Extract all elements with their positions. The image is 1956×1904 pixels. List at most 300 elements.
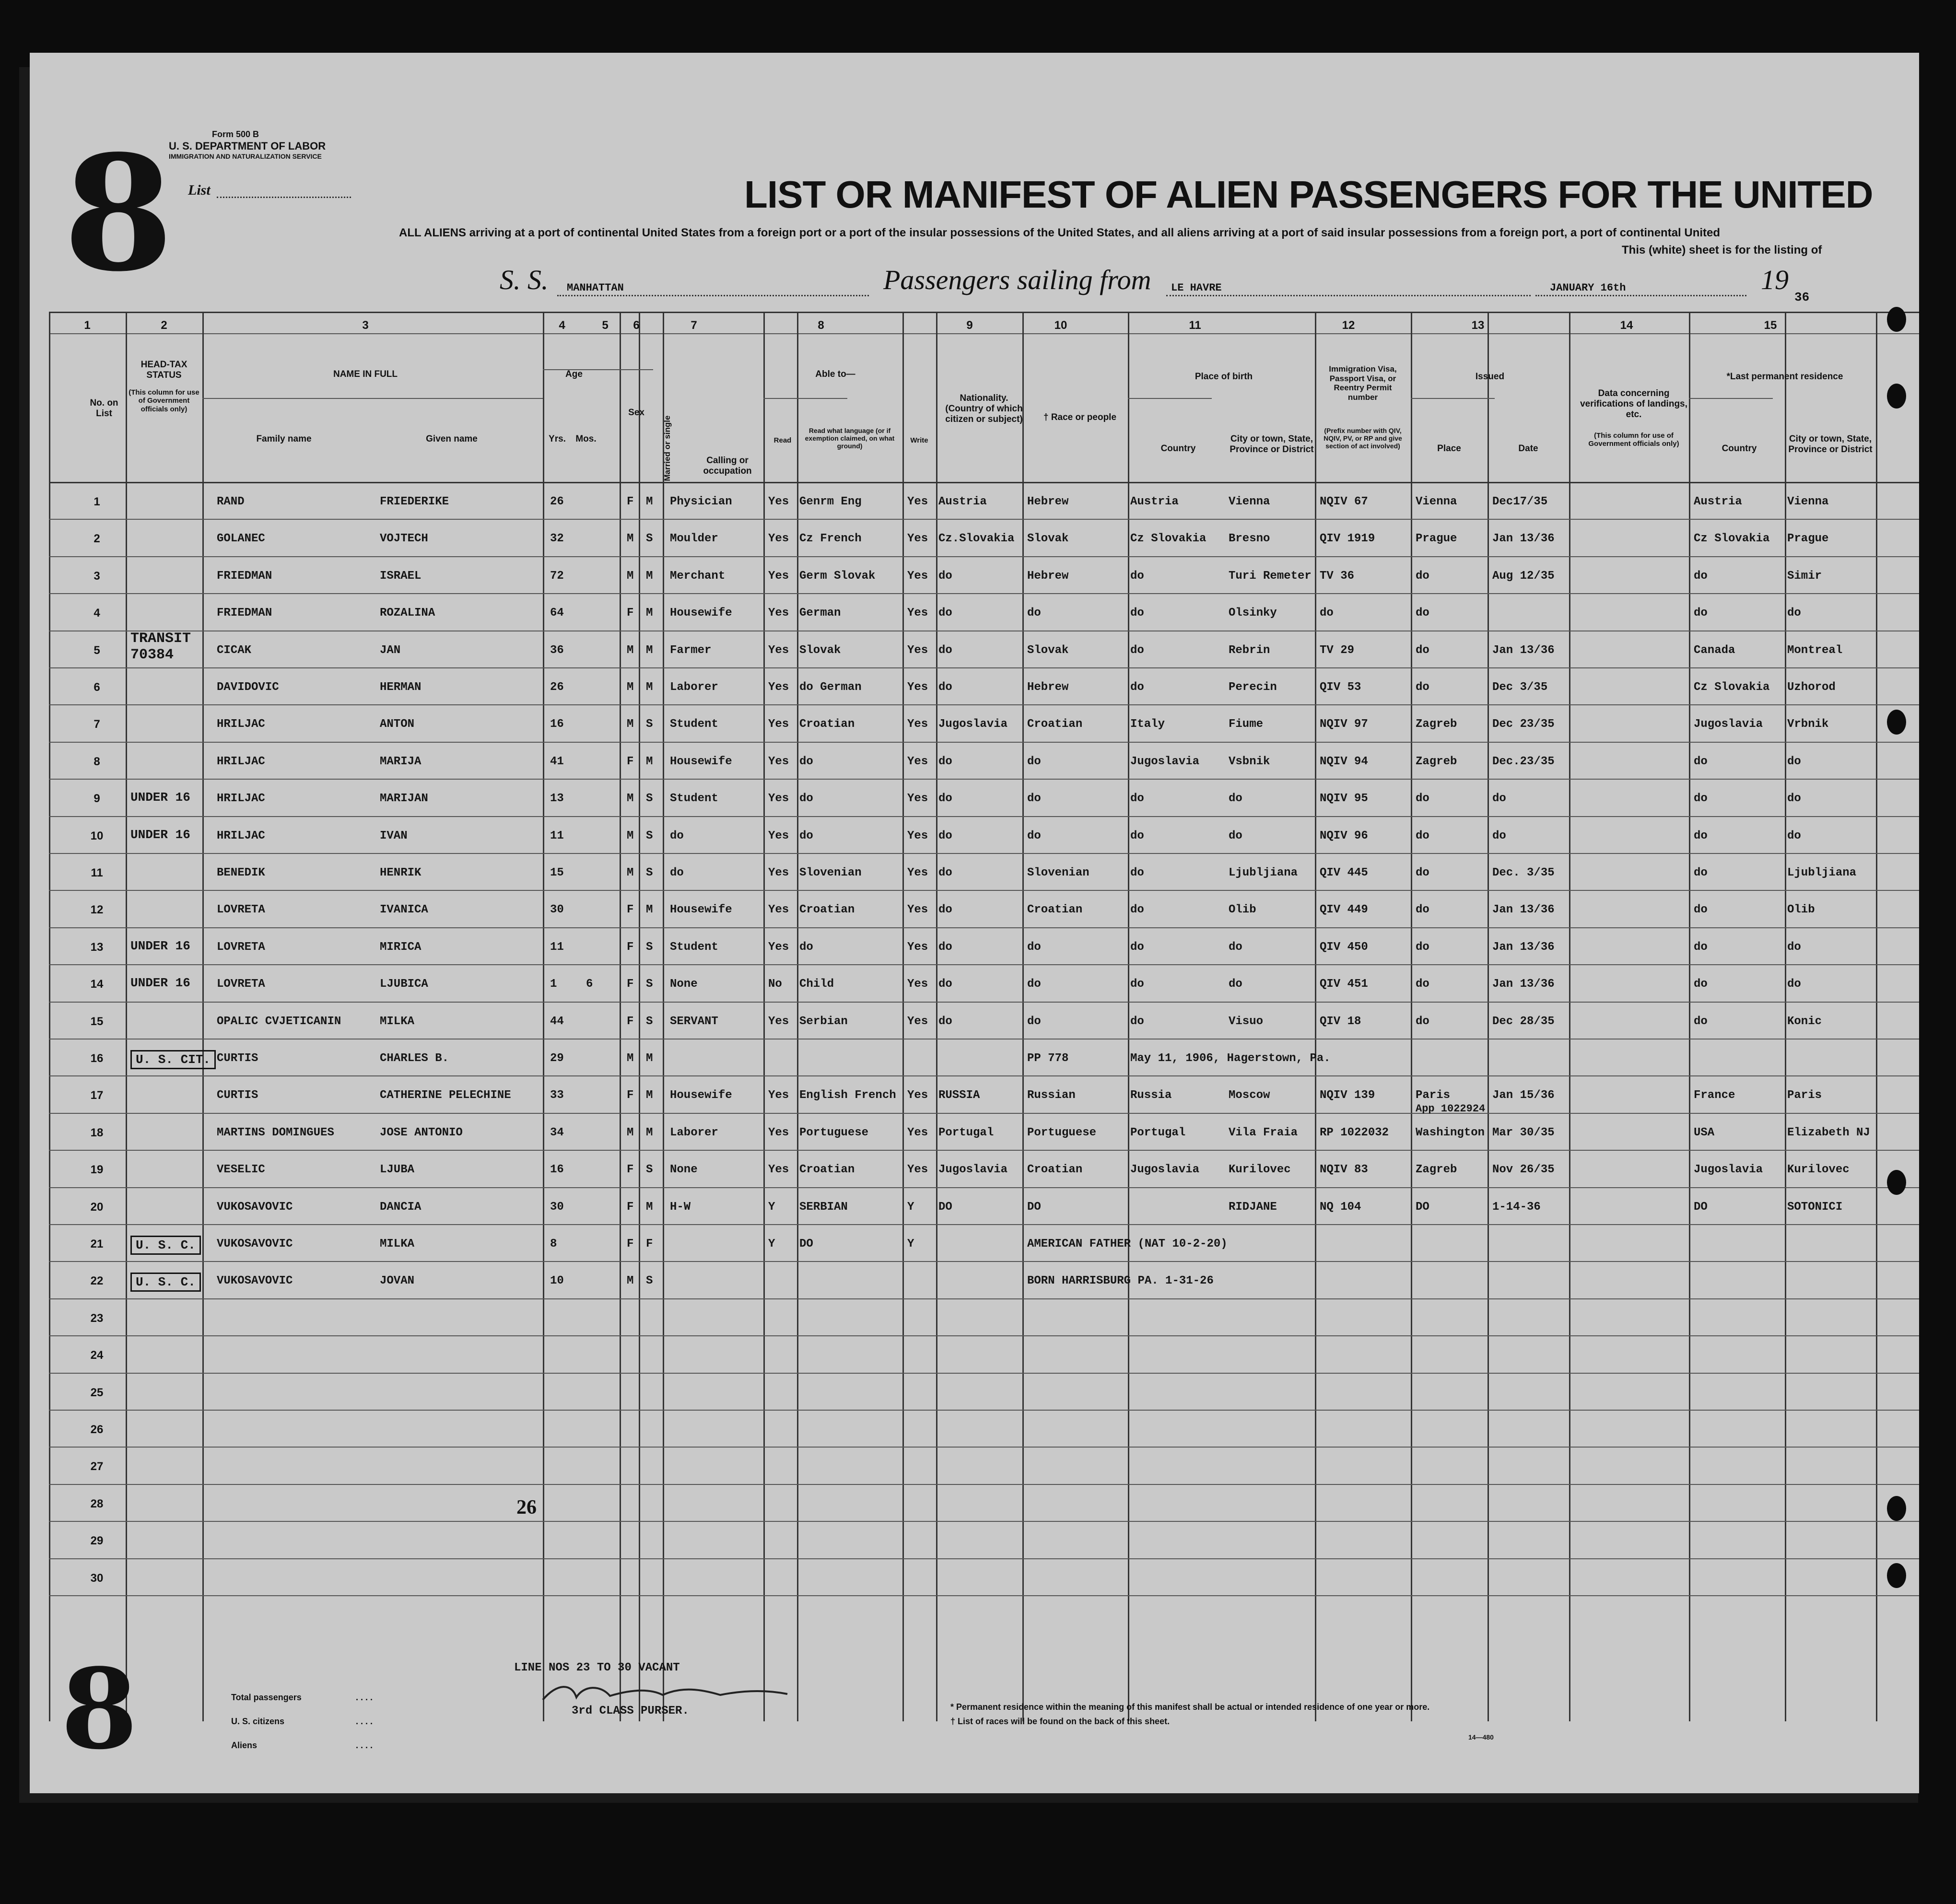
head-tax-status: U. S. CIT. [130,1050,216,1069]
cell-rcity: do [1787,792,1801,806]
cell-yrs: 8 [550,1238,557,1250]
cell-yrs: 11 [550,829,564,842]
cell-bcity: Bresno [1229,532,1270,546]
cell-bcountry: do [1130,978,1144,991]
row-divider [49,704,1919,705]
cell-bcity: do [1229,829,1242,842]
ship-line [557,295,869,296]
cell-bcity: Perecin [1229,681,1277,694]
row-number: 21 [90,1238,104,1250]
cell-write: Yes [907,1089,928,1102]
row-divider [49,1484,1919,1485]
cell-write: Yes [907,569,928,583]
hdr-age: Age [565,369,583,379]
cell-race: Hebrew [1027,681,1069,694]
us-dots: . . . . [356,1717,373,1726]
cell-write: Yes [907,792,928,806]
cell-rcountry: DO [1694,1200,1708,1214]
cell-race: Croatian [1027,903,1083,917]
cell-iplace: do [1416,1015,1429,1028]
cell-yrs: 1 [550,978,557,991]
cell-rcountry: do [1694,866,1708,879]
vacant-note: LINE NOS 23 TO 30 VACANT [514,1661,680,1674]
cell-bcountry: Italy [1130,718,1165,731]
cell-occ: H-W [670,1200,691,1214]
cell-given: VOJTECH [380,532,428,546]
cell-rcountry: do [1694,829,1708,842]
row-divider [49,742,1919,743]
cell-sex: M [627,681,634,694]
cell-rcity: SOTONICI [1787,1200,1843,1214]
cell-lang: do German [799,681,862,694]
cell-sex: M [627,1126,634,1139]
cell-bcity: Moscow [1229,1089,1270,1102]
hdr-sex: Sex [628,408,644,418]
cell-iplace: Washington [1416,1126,1485,1139]
ship-name: MANHATTAN [567,282,624,294]
hdr-yrs: Yrs. [549,434,566,444]
cell-family: FRIEDMAN [217,569,272,583]
cell-rcity: Elizabeth NJ [1787,1126,1870,1139]
cell-bcity: Fiume [1229,718,1264,731]
cell-race: AMERICAN FATHER (NAT 10-2-20) [1027,1238,1228,1250]
cell-yrs: 16 [550,1163,564,1177]
table-top-line [49,312,1919,313]
cell-rcountry: do [1694,792,1708,806]
cell-ms: M [646,495,653,508]
cell-idate: Dec. 3/35 [1492,866,1555,879]
col-num-4: 4 [559,319,565,332]
cell-nat: do [938,940,952,954]
cell-sex: M [627,643,634,657]
hdr-mos: Mos. [575,434,597,444]
cell-bcountry: do [1130,866,1144,879]
cell-write: Yes [907,1163,928,1177]
cell-lang: Croatian [799,718,855,731]
cell-read: Yes [768,643,789,657]
cell-nat: RUSSIA [938,1089,980,1102]
cell-nat: Austria [938,495,987,508]
cell-lang: DO [799,1238,813,1250]
cell-yrs: 26 [550,495,564,508]
cell-iplace: Zagreb [1416,718,1457,731]
cell-bcity: do [1229,978,1242,991]
cell-ms: F [646,1238,653,1250]
col-num-10: 10 [1054,319,1067,332]
hdr-head-tax-note: (This column for use of Government officials only) [129,388,199,413]
cell-rcountry: USA [1694,1126,1715,1139]
hdr-res-country: Country [1722,444,1757,454]
row-number: 1 [94,495,100,508]
page-count: 26 [516,1496,537,1519]
form-subtitle-2: This (white) sheet is for the listing of [1622,244,1822,257]
cell-race: Portuguese [1027,1126,1097,1139]
cell-visa: NQIV 67 [1320,495,1368,508]
hdr-write: Write [910,436,928,444]
cell-rcity: Paris [1787,1089,1822,1102]
col-num-13: 13 [1471,319,1485,332]
cell-lang: Slovak [799,643,841,657]
head-tax-status: U. S. C. [130,1273,201,1292]
cell-idate: Dec 23/35 [1492,718,1555,731]
cell-nat: do [938,755,952,768]
binder-hole [1887,1496,1906,1521]
row-number: 4 [94,607,100,620]
cell-ms: M [646,1200,653,1214]
cell-occ: Housewife [670,607,732,620]
cell-lang: Child [799,978,834,991]
cell-sex: M [627,792,634,806]
cell-given: ANTON [380,718,415,731]
cell-rcity: do [1787,607,1801,620]
cell-ms: S [646,792,653,806]
cell-rcountry: do [1694,755,1708,768]
cell-lang: do [799,829,813,842]
row-number: 8 [94,755,100,768]
header-subdivider [1128,398,1212,399]
cell-rcountry: do [1694,607,1708,620]
cell-ms: S [646,829,653,842]
cell-iplace: do [1416,681,1429,694]
cell-iplace: do [1416,643,1429,657]
cell-ms: S [646,978,653,991]
cell-bcity: RIDJANE [1229,1200,1277,1214]
cell-rcountry: Jugoslavia [1694,1163,1763,1177]
row-divider [49,1410,1919,1411]
row-divider [49,667,1919,668]
cell-read: Yes [768,792,789,806]
cell-write: Yes [907,681,928,694]
cell-visa: TV 36 [1320,569,1355,583]
cell-ms: S [646,532,653,546]
cell-ms: M [646,1089,653,1102]
cell-sex: F [627,1200,634,1214]
cell-read: Yes [768,1126,789,1139]
cell-yrs: 10 [550,1274,564,1288]
row-divider [49,890,1919,891]
header-subdivider [1411,398,1495,399]
column-divider [1487,312,1489,1721]
cell-family: HRILJAC [217,755,265,768]
cell-read: Yes [768,569,789,583]
cell-given: MILKA [380,1015,415,1028]
cell-iplace: do [1416,829,1429,842]
form-number: Form 500 B [212,129,259,139]
cell-yrs: 13 [550,792,564,806]
row-number: 5 [94,643,100,657]
head-tax-status: UNDER 16 [130,976,190,991]
cell-iplace: do [1416,978,1429,991]
cell-lang: Croatian [799,1163,855,1177]
cell-race: do [1027,1015,1041,1028]
cell-visa: QIV 451 [1320,978,1368,991]
row-divider [49,519,1919,520]
row-number: 2 [94,532,100,546]
hdr-issued: Issued [1475,372,1505,382]
cell-family: DAVIDOVIC [217,681,279,694]
row-number: 23 [90,1311,104,1325]
cell-family: OPALIC CVJETICANIN [217,1015,341,1028]
cell-idate: Jan 13/36 [1492,978,1555,991]
port-name: LE HAVRE [1171,282,1222,294]
cell-yrs: 36 [550,643,564,657]
row-number: 19 [90,1163,104,1177]
ss-label: S. S. [500,264,549,295]
cell-lang: do [799,940,813,954]
cell-bcountry: May 11, 1906, Hagerstown, Pa. [1130,1052,1331,1065]
cell-write: Yes [907,755,928,768]
col-num-1: 1 [84,319,91,332]
cell-race: Slovenian [1027,866,1089,879]
cell-rcity: Montreal [1787,643,1843,657]
row-number: 26 [90,1423,104,1436]
cell-occ: do [670,866,684,879]
cell-race: do [1027,829,1041,842]
col-num-3: 3 [362,319,369,332]
footnote-1: * Permanent residence within the meaning of this manifest shall be actual or intended residence of one year or more. [950,1702,1430,1712]
purser-signature [538,1681,826,1705]
cell-given: MILKA [380,1238,415,1250]
cell-race: BORN HARRISBURG PA. 1-31-26 [1027,1274,1214,1288]
cell-ms: S [646,718,653,731]
cell-given: DANCIA [380,1200,422,1214]
cell-ms: S [646,1163,653,1177]
row-number: 24 [90,1349,104,1362]
cell-nat: DO [938,1200,952,1214]
cell-read: Yes [768,495,789,508]
header-subdivider [1689,398,1773,399]
cell-iplace: Zagreb [1416,1163,1457,1177]
cell-bcity: Visuo [1229,1015,1264,1028]
cell-visa: NQIV 96 [1320,829,1368,842]
row-number: 10 [90,829,104,842]
cell-read: Yes [768,607,789,620]
row-divider [49,1521,1919,1522]
cell-given: MARIJA [380,755,422,768]
cell-occ: Housewife [670,755,732,768]
department: U. S. DEPARTMENT OF LABOR [169,140,326,152]
column-divider [1876,312,1877,1721]
column-divider [797,312,798,1721]
cell-bcountry: Austria [1130,495,1179,508]
cell-race: DO [1027,1200,1041,1214]
cell-write: Y [907,1238,914,1250]
col-num-8: 8 [818,319,824,332]
cell-given: ROZALINA [380,607,435,620]
cell-occ: None [670,1163,698,1177]
hdr-head-tax: HEAD-TAX STATUS [141,360,187,380]
column-divider [49,312,50,1721]
cell-sex: M [627,532,634,546]
cell-lang: Serbian [799,1015,848,1028]
cell-lang: Germ Slovak [799,569,876,583]
cell-sex: F [627,1163,634,1177]
cell-write: Yes [907,978,928,991]
cell-visa: NQIV 95 [1320,792,1368,806]
cell-lang: Portuguese [799,1126,869,1139]
head-tax-status: UNDER 16 [130,827,190,842]
cell-given: HENRIK [380,866,422,879]
sailing-date: JANUARY 16th [1550,282,1626,294]
row-divider [49,964,1919,965]
cell-idate: Mar 30/35 [1492,1126,1555,1139]
row-number: 15 [90,1015,104,1028]
cell-bcountry: do [1130,1015,1144,1028]
row-divider [49,1373,1919,1374]
sailing-label: Passengers sailing from [883,264,1151,295]
cell-write: Yes [907,532,928,546]
cell-occ: Housewife [670,903,732,917]
cell-write: Yes [907,940,928,954]
cell-family: VUKOSAVOVIC [217,1238,293,1250]
row-divider [49,1335,1919,1336]
cell-write: Yes [907,643,928,657]
cell-ms: M [646,569,653,583]
cell-family: VUKOSAVOVIC [217,1274,293,1288]
cell-idate: Jan 13/36 [1492,532,1555,546]
cell-given: CHARLES B. [380,1052,449,1065]
form-code: 14—480 [1468,1733,1494,1741]
cell-read: Yes [768,940,789,954]
signature-drawing [538,1681,826,1705]
cell-yrs: 32 [550,532,564,546]
cell-write: Yes [907,1015,928,1028]
cell-ms: M [646,903,653,917]
cell-sex: M [627,718,634,731]
date-line [1535,295,1746,296]
cell-sex: F [627,903,634,917]
cell-lang: do [799,755,813,768]
cell-iplace: Vienna [1416,495,1457,508]
cell-family: RAND [217,495,245,508]
cell-ms: M [646,681,653,694]
cell-bcountry: do [1130,643,1144,657]
cell-occ: Student [670,718,718,731]
manifest-sheet [30,53,1919,1793]
cell-given: MARIJAN [380,792,428,806]
binder-hole [1887,307,1906,332]
cell-bcity: do [1229,940,1242,954]
cell-sex: M [627,1052,634,1065]
year-suffix: 36 [1794,290,1810,304]
row-divider [49,593,1919,594]
cell-ms: S [646,940,653,954]
cell-bcountry: do [1130,940,1144,954]
head-tax-status: U. S. C. [130,1236,201,1255]
cell-family: MARTINS DOMINGUES [217,1126,334,1139]
cell-rcountry: France [1694,1089,1735,1102]
cell-iplace: do [1416,792,1429,806]
cell-iplace: Paris [1416,1089,1451,1102]
column-divider [902,312,904,1721]
cell-nat: Jugoslavia [938,718,1008,731]
hdr-name-in-full: NAME IN FULL [333,369,398,379]
cell-yrs: 64 [550,607,564,620]
row-divider [49,1261,1919,1262]
form-subtitle: ALL ALIENS arriving at a port of continental United States from a foreign port or a port of the insular possessions of the United States, and all aliens arriving at a port of said insular possessions from a foreign port, a port of continental United [399,226,1721,239]
cell-nat: Cz.Slovakia [938,532,1015,546]
row-number: 16 [90,1052,104,1065]
cell-write: Yes [907,866,928,879]
hdr-birth-city: City or town, State, Province or District [1230,434,1314,455]
header-bottom-line [49,482,1919,483]
cell-bcountry: Russia [1130,1089,1172,1102]
hdr-nationality: Nationality. (Country of which citizen or subject) [945,393,1023,424]
cell-sex: F [627,940,634,954]
cell-iplace: DO [1416,1200,1429,1214]
cell-rcity: do [1787,755,1801,768]
cell-read: Yes [768,1163,789,1177]
cell-rcountry: do [1694,978,1708,991]
row-number: 18 [90,1126,104,1139]
cell-sex: M [627,866,634,879]
column-divider [620,312,621,1721]
cell-visa: NQIV 94 [1320,755,1368,768]
cell-race: Hebrew [1027,569,1069,583]
row-divider [49,556,1919,557]
cell-read: Yes [768,1015,789,1028]
cell-bcity: Ljubljiana [1229,866,1298,879]
cell-write: Yes [907,903,928,917]
cell-bcity: Vila Fraia [1229,1126,1298,1139]
row-number: 22 [90,1274,104,1288]
hdr-married: Married or single [663,415,672,481]
column-divider [1315,312,1316,1721]
cell-sex: F [627,978,634,991]
row-number: 30 [90,1571,104,1585]
cell-bcountry: Jugoslavia [1130,755,1200,768]
hdr-no-on-list: No. on List [90,398,118,419]
cell-bcountry: do [1130,607,1144,620]
cell-given: IVANICA [380,903,428,917]
row-divider [49,816,1919,817]
cell-read: Yes [768,681,789,694]
row-number: 11 [91,866,103,879]
column-divider [1411,312,1412,1721]
cell-idate: Dec17/35 [1492,495,1548,508]
row-number: 9 [94,792,100,806]
cell-given: JOVAN [380,1274,415,1288]
cell-idate: Aug 12/35 [1492,569,1555,583]
cell-lang: do [799,792,813,806]
cell-rcity: Simir [1787,569,1822,583]
cell-rcity: do [1787,829,1801,842]
cell-nat: do [938,681,952,694]
cell-family: LOVRETA [217,940,265,954]
cell-write: Yes [907,829,928,842]
cell-given: MIRICA [380,940,422,954]
hdr-verification: Data concerning verifications of landings, etc. [1580,388,1687,420]
cell-rcountry: Cz Slovakia [1694,532,1770,546]
cell-bcountry: do [1130,903,1144,917]
cell-given: LJUBA [380,1163,415,1177]
cell-race: Russian [1027,1089,1076,1102]
cell-bcity: Olib [1229,903,1256,917]
cell-nat: do [938,978,952,991]
cell-family: FRIEDMAN [217,607,272,620]
cell-given: FRIEDERIKE [380,495,449,508]
cell-race: do [1027,978,1041,991]
cell-rcountry: Cz Slovakia [1694,681,1770,694]
cell-bcity: Vienna [1229,495,1270,508]
cell-nat: do [938,643,952,657]
column-divider [763,312,765,1721]
cell-nat: Portugal [938,1126,994,1139]
hdr-read-lang: Read what language (or if exemption claimed, on what ground) [805,427,895,450]
cell-lang: Genrm Eng [799,495,862,508]
column-divider [1689,312,1690,1721]
cell-bcountry: Jugoslavia [1130,1163,1200,1177]
